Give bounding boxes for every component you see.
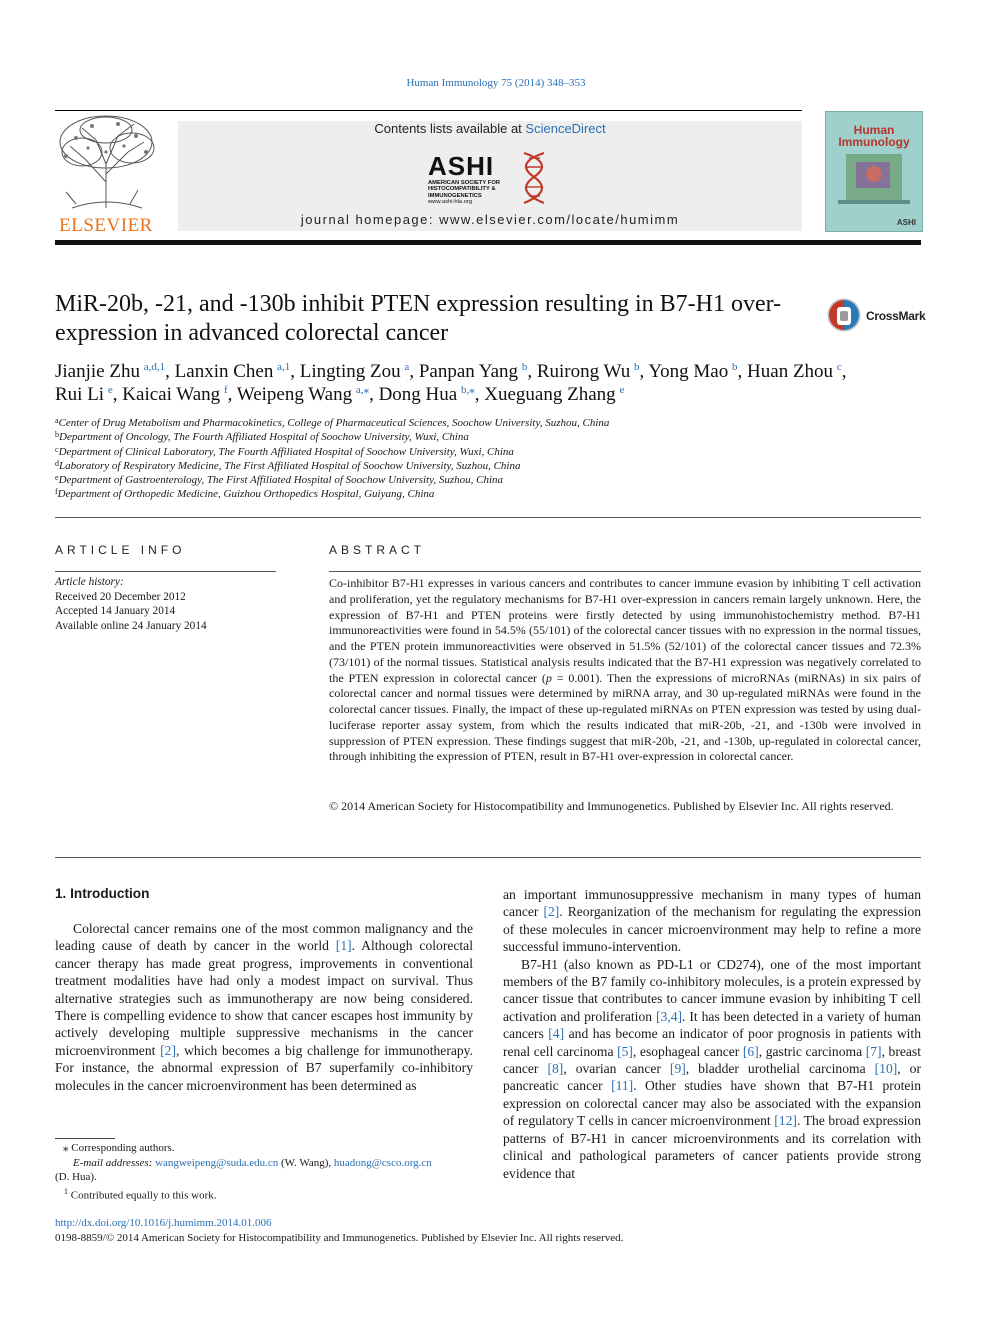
affiliation-item — [55, 487, 921, 501]
ashi-name — [428, 180, 500, 206]
body-text: , ovarian cancer — [563, 1061, 670, 1077]
affiliation-item — [55, 416, 921, 430]
cover-badge: ASHI — [896, 218, 916, 227]
citation-ref[interactable]: [11] — [611, 1078, 634, 1094]
ashi-logo — [426, 149, 566, 207]
cover-title-line: Immunology — [838, 135, 910, 149]
citation-ref[interactable]: [10] — [874, 1061, 898, 1077]
affiliation-key: e — [55, 473, 59, 483]
author-affiliation-sup[interactable]: a,⁎ — [355, 384, 370, 396]
elsevier-logo — [52, 112, 160, 237]
affiliation-text: Department of Gastroenterology, The First Affiliated Hospital of Soochow University, Suzhou, China — [58, 474, 504, 487]
email-owner: (D. Hua). — [55, 1171, 97, 1183]
body-text: an important immunosuppressive mechanism in many types of human cancer — [503, 887, 921, 920]
citation-ref[interactable]: [4] — [548, 1026, 565, 1042]
affiliation-text: Department of Clinical Laboratory, The Fourth Affiliated Hospital of Soochow University, Wuxi, China — [58, 445, 514, 458]
citation-ref[interactable]: [5] — [617, 1043, 633, 1059]
equal-contrib-mark: 1 — [64, 1186, 68, 1196]
affiliation-key: c — [55, 444, 59, 454]
author-list: Jianjie Zhu $^{a,d,1}$, Lanxin Chen $^{a,1}$, Lingting Zou $^a$, Panpan Yang $^b$, Ruirong Wu $^b$, Yong Mao $^b$, Huan Zhou $^c$, Rui Li $^e$, Kaicai Wang $^f$, Weipeng Wang $^{a,⁎}$, Dong Hua $^{b,⁎}$, Xueguang Zhang $^e$ — [55, 361, 847, 405]
author-name: Huan Zhou — [747, 361, 834, 382]
page-footer — [55, 1216, 921, 1245]
elsevier-tree-icon — [52, 112, 160, 212]
sciencedirect-link[interactable]: ScienceDirect — [525, 121, 606, 136]
body-column-left — [55, 920, 473, 1094]
header-rule — [55, 110, 802, 111]
citation-ref[interactable]: [2] — [160, 1042, 176, 1058]
equal-contrib-text: Contributed equally to this work. — [70, 1189, 217, 1202]
citation-ref[interactable]: [2] — [543, 904, 560, 920]
body-text: , or pancreatic cancer — [503, 1061, 921, 1094]
affiliation-item — [55, 445, 921, 459]
citation-ref[interactable]: [6] — [742, 1043, 759, 1059]
body-text: B7-H1 (also known as PD-L1 or CD274), one of the most important members of the B7 family co-inhibitory molecules, is a protein expressed by cancer tissue that contributes to cancer immune evasion by inhibiting T cell activation and proliferation — [503, 956, 921, 1024]
affiliation-item — [55, 459, 921, 473]
author-name: Panpan Yang — [418, 361, 519, 382]
ashi-name-line: IMMUNOGENETICS — [428, 192, 482, 199]
intro-paragraph-1-cont — [503, 886, 921, 956]
citation-ref[interactable]: [7] — [865, 1043, 882, 1059]
citation-ref[interactable]: [3,4] — [656, 1008, 683, 1024]
author-name: Yong Mao — [648, 361, 729, 382]
corresponding-mark: ⁎ — [63, 1142, 69, 1154]
affiliation-key: b — [55, 430, 59, 440]
author-affiliation-sup[interactable]: b — [732, 361, 738, 373]
author-affiliation-sup[interactable]: f — [223, 384, 228, 396]
affiliation-text: Center of Drug Metabolism and Pharmacokinetics, College of Pharmaceutical Sciences, Soochow University, Suzhou, China — [58, 417, 610, 429]
journal-cover — [825, 111, 923, 232]
author-affiliation-sup[interactable]: a,d,1 — [143, 361, 166, 373]
ashi-acronym: ASHI — [428, 151, 495, 181]
email-label: E-mail addresses: — [73, 1156, 153, 1169]
body-text: , esophageal cancer — [632, 1043, 743, 1059]
body-text: . Reorganization of the mechanism for regulating the expression of these molecules in cancer microenvironment may help to refine a more successful immuno-intervention. — [503, 904, 921, 955]
contents-line — [178, 121, 802, 136]
author-name: Lanxin Chen — [174, 361, 274, 382]
affiliation-text: Laboratory of Respiratory Medicine, The First Affiliated Hospital of Soochow University, Suzhou, China — [59, 459, 521, 472]
author-name: Kaicai Wang — [122, 384, 221, 405]
author-affiliation-sup[interactable]: e — [619, 384, 625, 396]
body-text: . Although colorectal cancer therapy has made great progress, improvements in conventional treatment modalities have had only a modest impact on survival. Thus alternative strategies such as immunotherapy are now being considered. There is compelling evidence to show that cancer escapes host immunity by actively developing multiple suppressive mechanisms in the cancer microenvironment — [55, 938, 473, 1058]
abstract-text — [329, 576, 921, 765]
abstract-part: = 0.001). Then the expressions of microRNAs (miRNAs) in six pairs of colorectal cancer and normal tissues were determined by miRNA array, and 30 up-regulated miRNAs were found in the colorectal cancer tissues. Finally, the impact of these up-regulated miRNAs on PTEN expression was tested by using dual-luciferase reporter assay system, from which the results indicated that miR-20b, -21, and -130b were involved in suppression of PTEN expression. These findings suggest that miR-20b, -21, and -130b, up-regulated in colorectal cancer, through inhibiting the expression of PTEN, result in B7-H1 over-expression in colorectal cancer. — [329, 670, 921, 764]
history-label: Article history: — [55, 576, 124, 588]
contents-prefix: Contents lists available at — [374, 121, 522, 136]
author-affiliation-sup[interactable]: b,⁎ — [461, 384, 475, 396]
author-affiliation-sup[interactable]: a — [404, 361, 410, 373]
author-name: Jianjie Zhu — [55, 361, 140, 382]
author-name: Ruirong Wu — [536, 361, 631, 382]
accepted-date: Accepted 14 January 2014 — [55, 605, 176, 617]
online-date: Available online 24 January 2014 — [55, 619, 207, 632]
crossmark-label: CrossMark — [866, 309, 926, 323]
author-affiliation-sup[interactable]: c — [836, 361, 842, 373]
abstract-part: Co-inhibitor B7-H1 expresses in various cancers and contributes to cancer immune evasion by inhibiting T cell activation and proliferation, yet the regulatory mechanisms for B7-H1 over-expression in cancers remain largely unknown. Here, the expression of B7-H1 and PTEN proteins were firstly detected by using immunohistochemistry method. B7-H1 immunoreactivities were found in 54.5% (55/101) of the colorectal cancer tissues with no expression in the normal tissues, and the PTEN protein immunoreactivities were observed in 51.5% (52/101) of the colorectal cancer tissues and 72.3% (73/101) of the normal tissues. Statistical analysis results indicated that the B7-H1 expression was negatively correlated to the PTEN expression in colorectal cancer ( — [329, 576, 921, 685]
email-link-wang[interactable]: wangweipeng@suda.edu.cn — [155, 1156, 279, 1169]
ashi-name-line: HISTOCOMPATIBILITY & — [428, 186, 496, 193]
email-owner: (W. Wang), — [278, 1156, 334, 1169]
body-text: , bladder urothelial carcinoma — [685, 1061, 875, 1077]
citation-ref[interactable]: [9] — [669, 1061, 686, 1077]
footnote-rule — [55, 1138, 115, 1139]
author-name: Dong Hua — [378, 384, 458, 405]
front-matter-rule — [55, 857, 921, 858]
affiliation-key: a — [55, 416, 59, 425]
author-affiliation-sup[interactable]: b — [634, 361, 640, 373]
author-name: Lingting Zou — [299, 361, 401, 382]
abstract-copyright: © 2014 American Society for Histocompatibility and Immunogenetics. Published by Elsevier Inc. All rights reserved. — [329, 799, 894, 813]
body-text: Colorectal cancer remains one of the most common malignancy and the leading cause of death by cancer in the world — [55, 921, 473, 954]
author-affiliation-sup[interactable]: b — [521, 361, 528, 373]
doi-link[interactable]: http://dx.doi.org/10.1016/j.humimm.2014.01.006 — [55, 1217, 272, 1229]
affiliations — [55, 416, 921, 502]
body-column-right — [503, 886, 921, 1182]
affiliation-item — [55, 473, 921, 487]
body-text: , gastric carcinoma — [758, 1043, 866, 1059]
article-title: MiR-20b, -21, and -130b inhibit PTEN expression resulting in B7-H1 over-expression in advanced colorectal cancer — [55, 291, 782, 346]
author-affiliation-sup[interactable]: e — [107, 384, 113, 396]
article-info-rule — [55, 571, 276, 572]
journal-homepage[interactable]: journal homepage: www.elsevier.com/locate/humimm — [300, 212, 680, 227]
crossmark-badge[interactable] — [826, 296, 926, 336]
citation-ref[interactable]: [12] — [774, 1113, 797, 1129]
body-text: . The broad expression patterns of B7-H1 in cancer microenvironments and its correlation with clinical and pathological parameters of cancer patients provide strong evidence that — [503, 1113, 921, 1181]
intro-paragraph-1 — [55, 920, 473, 1094]
ashi-name-line: AMERICAN SOCIETY FOR — [428, 180, 501, 186]
intro-paragraph-2 — [503, 956, 921, 1182]
journal-citation[interactable]: Human Immunology 75 (2014) 348–353 — [406, 77, 586, 89]
cover-graphic-icon — [826, 112, 922, 231]
footnotes — [55, 1141, 475, 1203]
affiliation-key: f — [55, 487, 58, 497]
journal-banner — [178, 121, 802, 231]
citation-ref[interactable]: [1] — [335, 938, 352, 954]
cover-title-line: Human — [853, 123, 895, 137]
affiliation-key: d — [55, 458, 59, 468]
author-affiliation-sup[interactable]: a,1 — [277, 361, 291, 373]
issn-line: 0198-8859/© 2014 American Society for Histocompatibility and Immunogenetics. Published by Elsevier Inc. All rights reserved. — [55, 1231, 624, 1244]
ashi-url: www.ashi-hla.org — [428, 199, 473, 206]
citation-ref[interactable]: [8] — [547, 1061, 564, 1077]
body-text: , which becomes a big challenge for immunotherapy. For instance, the abnormal expression of B7 superfamily co-inhibitory molecules in the cancer microenvironment has been determined as — [55, 1042, 473, 1093]
crossmark-icon — [826, 296, 862, 334]
corresponding-text: Corresponding authors. — [71, 1142, 175, 1154]
email-link-hua[interactable]: huadong@csco.org.cn — [333, 1156, 432, 1169]
introduction-heading: 1. Introduction — [55, 886, 150, 901]
affiliation-rule — [55, 517, 921, 518]
body-text: . It has been detected in a variety of human cancers — [503, 1008, 921, 1042]
author-name: Rui Li — [55, 384, 105, 405]
p-value-symbol: p — [545, 670, 552, 685]
author-name: Xueguang Zhang — [484, 384, 616, 405]
affiliation-text: Department of Oncology, The Fourth Affiliated Hospital of Soochow University, Wuxi, China — [59, 431, 469, 444]
body-text: . Other studies have shown that B7-H1 protein expression on colorectal cancer may also be associated with the expansion of regulatory T cells in cancer microenvironment — [503, 1078, 921, 1129]
header-thick-rule — [55, 240, 921, 245]
body-text: , breast cancer — [503, 1043, 921, 1077]
article-info-heading: ARTICLE INFO — [55, 543, 186, 557]
received-date: Received 20 December 2012 — [55, 590, 186, 603]
abstract-heading: ABSTRACT — [329, 543, 426, 557]
abstract-rule — [329, 571, 921, 572]
affiliation-item — [55, 430, 921, 444]
author-name: Weipeng Wang — [236, 384, 353, 405]
elsevier-wordmark: ELSEVIER — [59, 215, 153, 236]
article-history — [55, 575, 285, 633]
body-text: and has become an indicator of poor prognosis in patients with renal cell carcinoma — [503, 1026, 921, 1059]
affiliation-text: Department of Orthopedic Medicine, Guizhou Orthopedics Hospital, Guiyang, China — [57, 488, 435, 501]
